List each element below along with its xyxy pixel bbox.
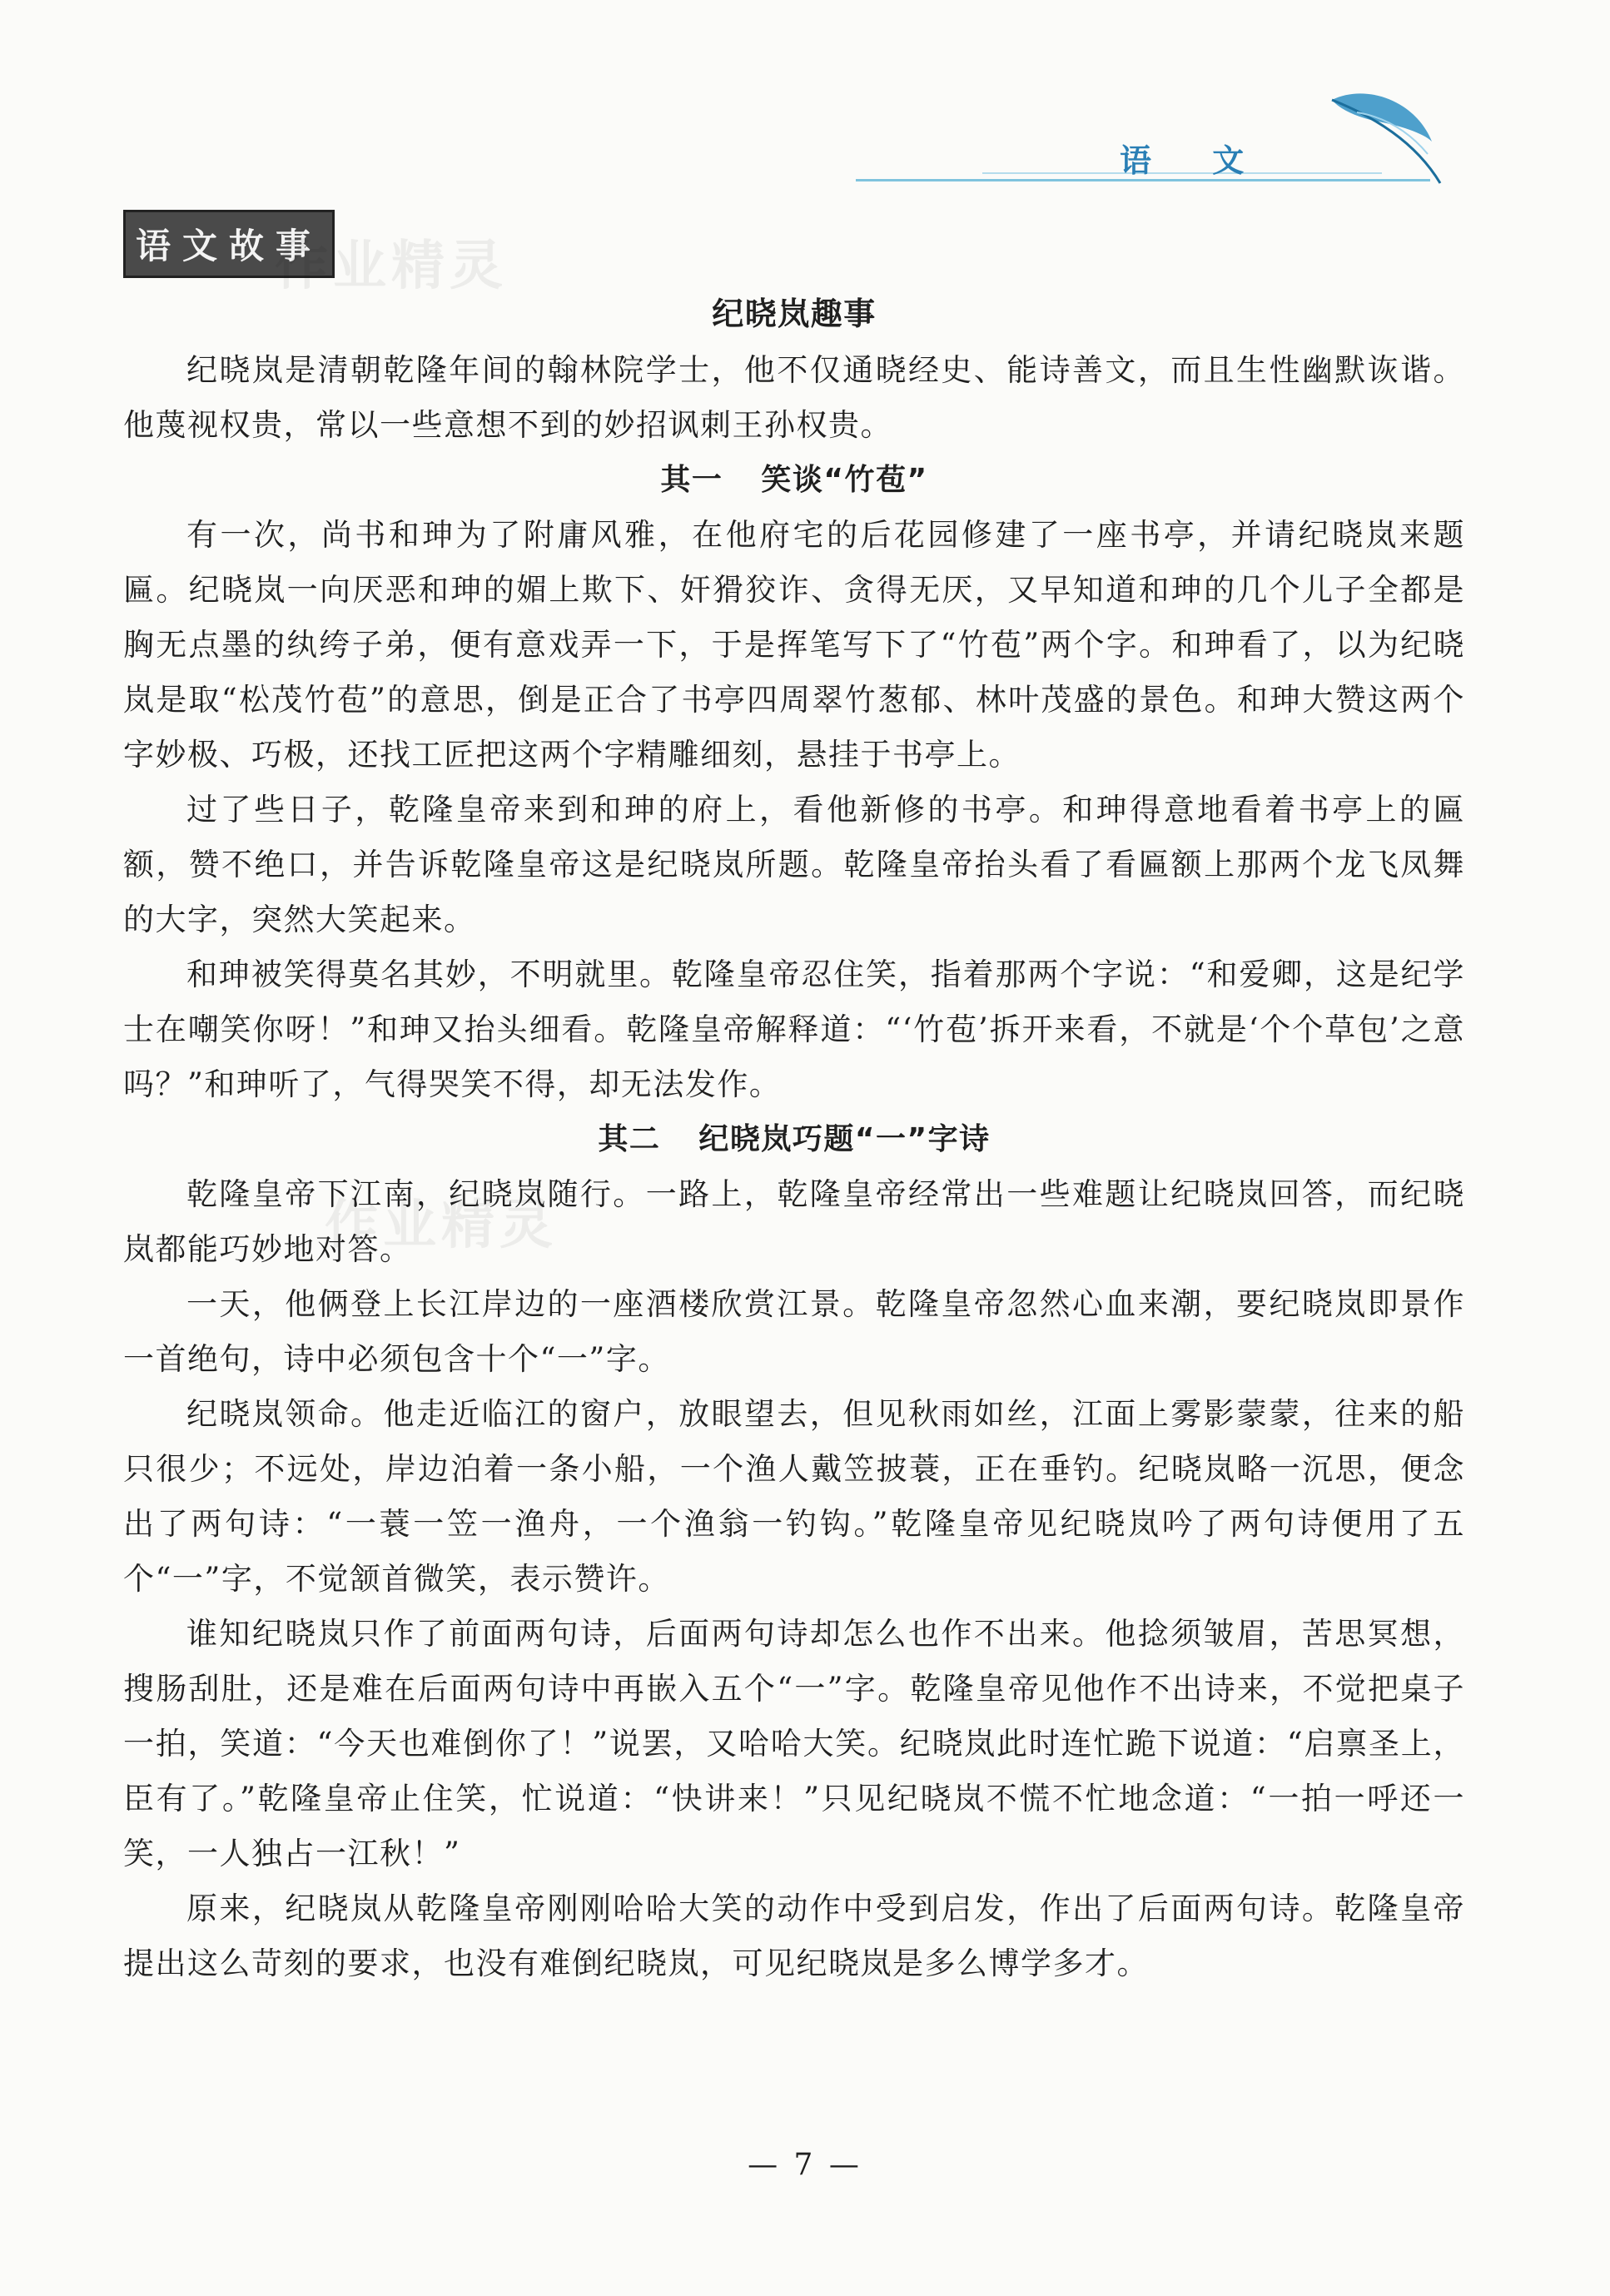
part-two-paragraph: 乾隆皇帝下江南，纪晓岚随行。一路上，乾隆皇帝经常出一些难题让纪晓岚回答，而纪晓岚都能巧妙地对答。	[123, 1176, 1465, 1267]
feather-icon	[1324, 83, 1449, 191]
story-intro: 纪晓岚是清朝乾隆年间的翰林院学士，他不仅通晓经史、能诗善文，而且生性幽默诙谐。他蔑视权贵，常以一些意想不到的妙招讽刺王孙权贵。	[123, 352, 1465, 443]
part-two-paragraph: 谁知纪晓岚只作了前面两句诗，后面两句诗却怎么也作不出来。他捻须皱眉，苦思冥想，搜肠刮肚，还是难在后面两句诗中再嵌入五个“一”字。乾隆皇帝见他作不出诗来，不觉把桌子一拍，笑道：“今天也难倒你了！”说罢，又哈哈大笑。纪晓岚此时连忙跪下说道：“启禀圣上，臣有了。”乾隆皇帝止住笑，忙说道：“快讲来！”只见纪晓岚不慌不忙地念道：“一拍一呼还一笑，一人独占一江秋！”	[123, 1616, 1465, 1871]
story-title: 纪晓岚趣事	[712, 296, 877, 332]
page-number: — 7 —	[748, 2148, 862, 2182]
part-one-paragraph: 有一次，尚书和珅为了附庸风雅，在他府宅的后花园修建了一座书亭，并请纪晓岚来题匾。纪晓岚一向厌恶和珅的媚上欺下、奸猾狡诈、贪得无厌，又早知道和珅的几个儿子全都是胸无点墨的纨绔子弟，便有意戏弄一下，于是挥笔写下了“竹苞”两个字。和珅看了，以为纪晓岚是取“松茂竹苞”的意思，倒是正合了书亭四周翠竹葱郁、林叶茂盛的景色。和珅大赞这两个字妙极、巧极，还找工匠把这两个字精雕细刻，悬挂于书亭上。	[123, 517, 1465, 773]
part-two-paragraph: 纪晓岚领命。他走近临江的窗户，放眼望去，但见秋雨如丝，江面上雾影蒙蒙，往来的船只很少；不远处，岸边泊着一条小船，一个渔人戴笠披蓑，正在垂钓。纪晓岚略一沉思，便念出了两句诗：“一蓑一笠一渔舟，一个渔翁一钓钩。”乾隆皇帝见纪晓岚吟了两句诗便用了五个“一”字，不觉颔首微笑，表示赞许。	[123, 1396, 1465, 1597]
part-one-paragraph: 和珅被笑得莫名其妙，不明就里。乾隆皇帝忍住笑，指着那两个字说：“和爱卿，这是纪学士在嘲笑你呀！”和珅又抬头细看。乾隆皇帝解释道：“‘竹苞’拆开来看，不就是‘个个草包’之意吗？”和珅听了，气得哭笑不得，却无法发作。	[123, 957, 1465, 1102]
part-two-paragraph: 一天，他俩登上长江岸边的一座酒楼欣赏江景。乾隆皇帝忽然心血来潮，要纪晓岚即景作一首绝句，诗中必须包含十个“一”字。	[123, 1286, 1465, 1377]
part-one-title: 笑谈“竹苞”	[761, 463, 928, 497]
part-one-paragraph: 过了些日子，乾隆皇帝来到和珅的府上，看他新修的书亭。和珅得意地看着书亭上的匾额，赞不绝口，并告诉乾隆皇帝这是纪晓岚所题。乾隆皇帝抬头看了看匾额上那两个龙飞凤舞的大字，突然大笑起来。	[123, 792, 1465, 937]
watermark: 作业精灵	[325, 1195, 558, 1256]
part-two-label: 其二	[598, 1122, 661, 1156]
header-subject: 语 文	[1120, 142, 1270, 179]
part-one-label: 其一	[660, 463, 723, 497]
article-body	[123, 288, 1465, 1991]
watermark: 作业精灵	[275, 236, 508, 297]
part-two-paragraph: 原来，纪晓岚从乾隆皇帝刚刚哈哈大笑的动作中受到启发，作出了后面两句诗。乾隆皇帝提出这么苛刻的要求，也没有难倒纪晓岚，可见纪晓岚是多么博学多才。	[123, 1891, 1465, 1981]
part-two-title: 纪晓岚巧题“一”字诗	[698, 1122, 991, 1156]
part-two-heading	[123, 1112, 1465, 1167]
part-one-heading	[123, 453, 1465, 508]
section-label: 语文故事	[135, 226, 322, 266]
